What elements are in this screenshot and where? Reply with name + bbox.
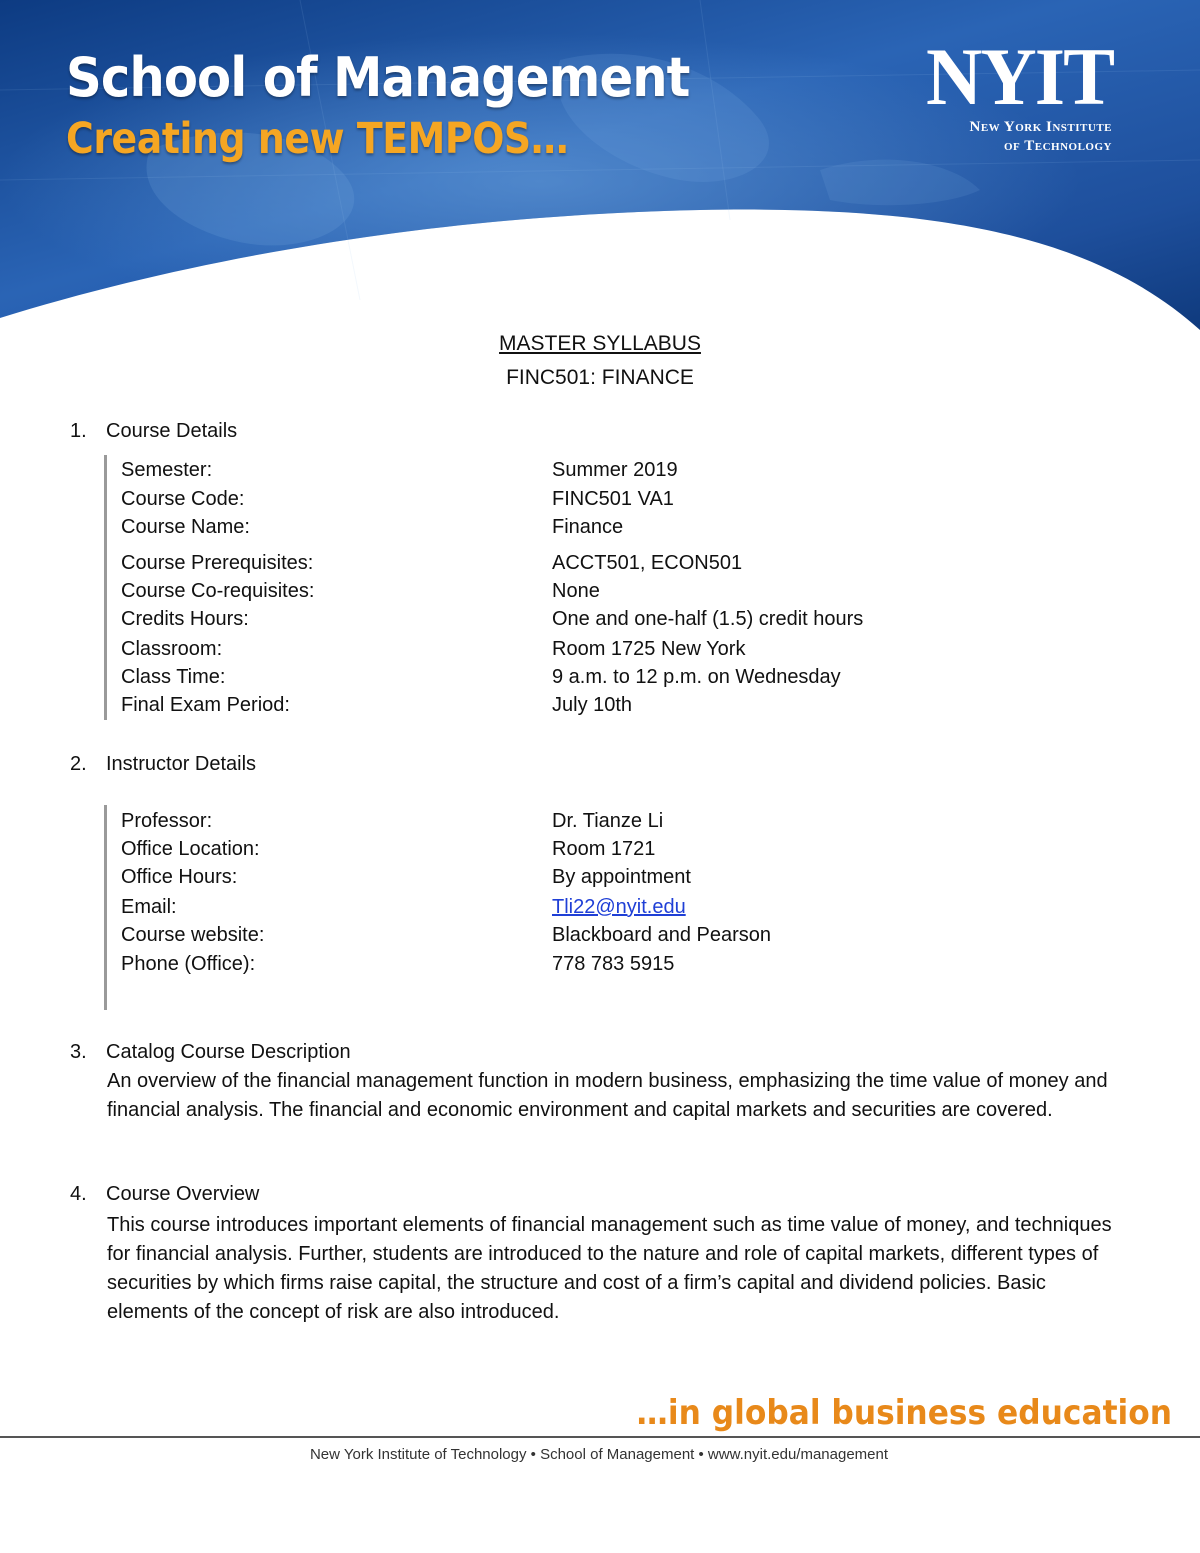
footer-divider bbox=[0, 1436, 1200, 1438]
document-title: MASTER SYLLABUS bbox=[499, 332, 701, 355]
section-heading: Instructor Details bbox=[106, 753, 257, 775]
section-number: 3. bbox=[70, 1041, 87, 1063]
detail-value: Summer 2019 bbox=[552, 459, 678, 481]
footer-contact-text: New York Institute of Technology • School of Management • www.nyit.edu/management bbox=[309, 1446, 889, 1463]
section-heading: Course Details bbox=[106, 420, 238, 442]
section-number: 4. bbox=[70, 1183, 87, 1205]
detail-label: Course Name: bbox=[121, 516, 250, 538]
detail-value: July 10th bbox=[552, 694, 633, 716]
detail-label: Office Location: bbox=[121, 838, 260, 860]
detail-label: Course Prerequisites: bbox=[121, 552, 314, 574]
detail-label: Professor: bbox=[121, 810, 213, 832]
section-catalog-description-heading bbox=[70, 1041, 351, 1064]
institute-name bbox=[926, 118, 1112, 156]
detail-label: Phone (Office): bbox=[121, 953, 256, 975]
nyit-logo: NYIT bbox=[926, 31, 1114, 122]
detail-value: Blackboard and Pearson bbox=[552, 924, 772, 946]
detail-label: Class Time: bbox=[121, 666, 226, 688]
detail-label: Course Code: bbox=[121, 488, 245, 510]
detail-label: Credits Hours: bbox=[121, 608, 249, 630]
email-link[interactable]: Tli22@nyit.edu bbox=[552, 896, 686, 918]
header-banner bbox=[0, 0, 1200, 330]
detail-label: Course Co-requisites: bbox=[121, 580, 315, 602]
detail-label: Semester: bbox=[121, 459, 213, 481]
course-overview-text: This course introduces important elements of financial management such as time value of money, and techniques for financial analysis. Further, students are introduced to the nature and role of capital markets, different types of securities by which firms raise capital, the structure and cost of a firm’s capital and dividend policies. Basic elements of the concept of risk are also introduced. bbox=[107, 1214, 1112, 1323]
detail-value: None bbox=[552, 580, 600, 602]
detail-label: Email: bbox=[121, 896, 177, 918]
catalog-description-text: An overview of the financial management function in modern business, emphasizing the time value of money and financial analysis. The financial and economic environment and capital markets and securities are covered. bbox=[107, 1070, 1108, 1121]
footer-contact-line bbox=[0, 1446, 1200, 1463]
detail-value: By appointment bbox=[552, 866, 691, 888]
detail-value: FINC501 VA1 bbox=[552, 488, 674, 510]
detail-value: 9 a.m. to 12 p.m. on Wednesday bbox=[552, 666, 841, 688]
detail-label: Course website: bbox=[121, 924, 265, 946]
detail-value: One and one-half (1.5) credit hours bbox=[552, 608, 864, 630]
detail-label: Classroom: bbox=[121, 638, 223, 660]
detail-value: Dr. Tianze Li bbox=[552, 810, 664, 832]
footer-tagline: …in global business education bbox=[636, 1393, 1172, 1433]
detail-label: Office Hours: bbox=[121, 866, 238, 888]
detail-label: Final Exam Period: bbox=[121, 694, 290, 716]
section-heading: Catalog Course Description bbox=[106, 1041, 351, 1063]
institute-name-line1: New York Institute bbox=[969, 119, 1112, 135]
section-number: 2. bbox=[70, 753, 87, 775]
detail-value: Room 1725 New York bbox=[552, 638, 746, 660]
detail-value: Room 1721 bbox=[552, 838, 656, 860]
instructor-details-block bbox=[104, 805, 772, 1010]
detail-value: Finance bbox=[552, 516, 624, 538]
institute-name-line2: of Technology bbox=[1004, 138, 1112, 154]
detail-value: ACCT501, ECON501 bbox=[552, 552, 743, 574]
banner-tagline: Creating new TEMPOS… bbox=[66, 114, 569, 164]
section-instructor-details-heading bbox=[70, 753, 256, 776]
section-number: 1. bbox=[70, 420, 87, 442]
detail-value: 778 783 5915 bbox=[552, 953, 675, 975]
section-course-overview-heading bbox=[70, 1183, 259, 1206]
banner-title: School of Management bbox=[66, 46, 690, 109]
document-subtitle: FINC501: FINANCE bbox=[506, 366, 694, 389]
section-heading: Course Overview bbox=[106, 1183, 260, 1205]
course-details-block bbox=[104, 455, 864, 720]
section-course-details-heading bbox=[70, 420, 237, 443]
